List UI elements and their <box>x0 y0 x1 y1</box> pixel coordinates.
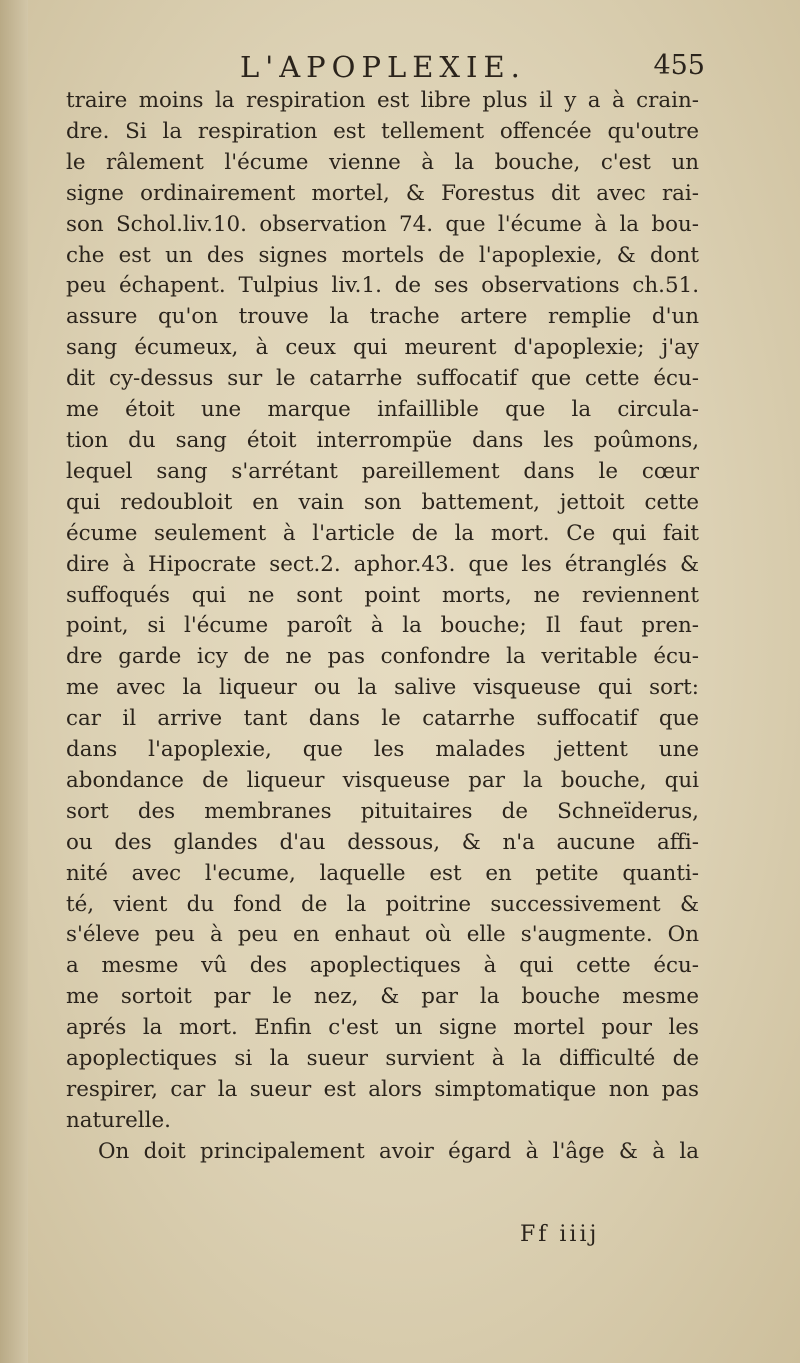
text-line: té, vient du fond de la poitrine successivement & <box>66 891 699 917</box>
running-title: L'APOPLEXIE. <box>240 50 526 84</box>
text-line: assure qu'on trouve la trache artere remplie d'un <box>66 304 699 330</box>
text-line: suffoqués qui ne sont point morts, ne reviennent <box>66 582 699 608</box>
text-line: peu échapent. Tulpius liv.1. de ses observations ch.51. <box>66 273 699 299</box>
text-line: aprés la mort. Enfin c'est un signe mortel pour les <box>66 1015 699 1041</box>
text-line: signe ordinairement mortel, & Forestus dit avec rai- <box>66 180 699 206</box>
page-number: 455 <box>653 50 705 81</box>
text-line: qui redoubloit en vain son battement, jettoit cette <box>66 489 699 515</box>
text-line: son Schol.liv.10. observation 74. que l'écume à la bou- <box>66 211 699 237</box>
body-text <box>66 86 699 1168</box>
text-line: dans l'apoplexie, que les malades jettent une <box>66 737 699 763</box>
signature-mark: Ff iiij <box>520 1222 600 1247</box>
text-line: nité avec l'ecume, laquelle est en petite quanti- <box>66 860 699 886</box>
text-line: respirer, car la sueur est alors simptomatique non pas <box>66 1077 699 1102</box>
page-gutter-shadow <box>0 0 28 1363</box>
text-line: dit cy-dessus sur le catarrhe suffocatif que cette écu- <box>66 366 699 392</box>
text-line: dre garde icy de ne pas confondre la veritable écu- <box>66 644 699 670</box>
text-line: ou des glandes d'au dessous, & n'a aucune affi- <box>66 829 699 855</box>
text-line: s'éleve peu à peu en enhaut où elle s'augmente. On <box>66 922 699 948</box>
text-line: sort des membranes pituitaires de Schneïderus, <box>66 798 699 824</box>
text-line: écume seulement à l'article de la mort. Ce qui fait <box>66 520 699 546</box>
text-line: le râlement l'écume vienne à la bouche, c'est un <box>66 149 699 175</box>
text-line: traire moins la respiration est libre plus il y a à crain- <box>66 88 699 113</box>
text-line: me avec la liqueur ou la salive visqueuse qui sort: <box>66 675 699 701</box>
text-line: a mesme vû des apoplectiques à qui cette écu- <box>66 953 699 979</box>
text-line: me étoit une marque infaillible que la circula- <box>66 397 699 423</box>
text-line: sang écumeux, à ceux qui meurent d'apoplexie; j'ay <box>66 335 699 361</box>
text-line: che est un des signes mortels de l'apoplexie, & dont <box>66 242 699 268</box>
text-line: point, si l'écume paroît à la bouche; Il faut pren- <box>66 613 699 639</box>
text-line: apoplectiques si la sueur survient à la difficulté de <box>66 1046 699 1072</box>
text-line: dire à Hipocrate sect.2. aphor.43. que les étranglés & <box>66 551 699 577</box>
text-line: car il arrive tant dans le catarrhe suffocatif que <box>66 706 699 732</box>
text-line: me sortoit par le nez, & par la bouche mesme <box>66 984 699 1010</box>
text-line: lequel sang s'arrétant pareillement dans le cœur <box>66 458 699 484</box>
text-line: tion du sang étoit interrompüe dans les poûmons, <box>66 427 699 453</box>
text-line: naturelle. <box>66 1107 171 1133</box>
text-line: On doit principalement avoir égard à l'âge & à la <box>98 1138 699 1164</box>
page-header <box>55 50 760 86</box>
text-line: abondance de liqueur visqueuse par la bouche, qui <box>66 767 699 793</box>
text-line: dre. Si la respiration est tellement offencée qu'outre <box>66 118 699 144</box>
